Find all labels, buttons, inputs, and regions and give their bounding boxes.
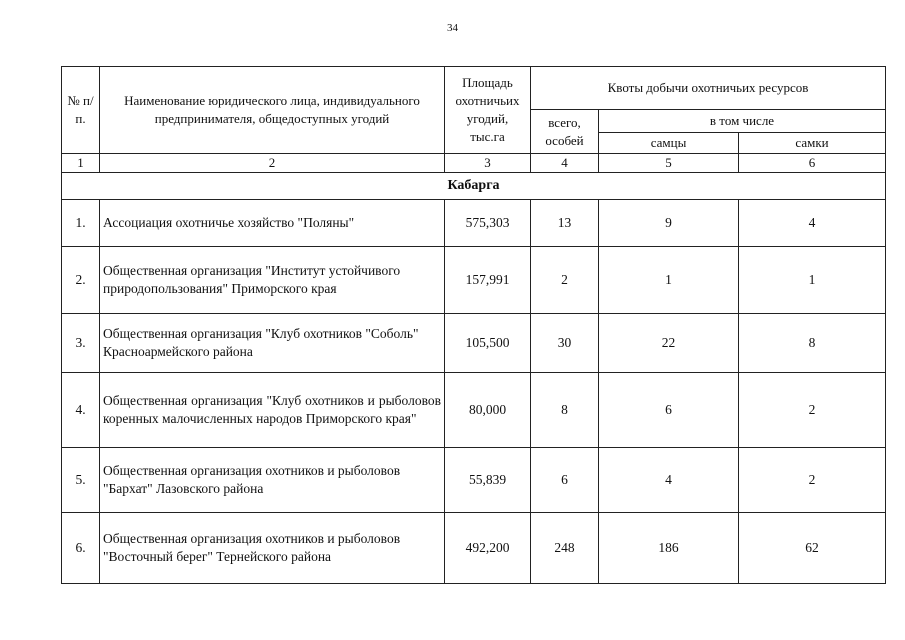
column-number: 1 xyxy=(62,154,100,173)
column-number: 5 xyxy=(599,154,739,173)
row-total: 248 xyxy=(531,513,599,584)
row-area: 492,200 xyxy=(445,513,531,584)
table-row xyxy=(62,200,886,247)
table-row xyxy=(62,314,886,373)
header-males: самцы xyxy=(599,133,739,154)
row-total: 6 xyxy=(531,448,599,513)
column-number: 6 xyxy=(739,154,886,173)
column-numbers-row xyxy=(62,154,886,173)
row-females: 62 xyxy=(739,513,886,584)
column-number: 2 xyxy=(100,154,445,173)
section-title: Кабарга xyxy=(62,173,886,200)
header-total: всего, особей xyxy=(531,110,599,154)
row-name: Общественная организация "Клуб охотников и рыболовов коренных малочисленных народов Приморского края" xyxy=(100,373,445,448)
row-name: Общественная организация "Клуб охотников "Соболь" Красноармейского района xyxy=(100,314,445,373)
row-num: 5. xyxy=(62,448,100,513)
row-area: 80,000 xyxy=(445,373,531,448)
row-females: 2 xyxy=(739,373,886,448)
section-row xyxy=(62,173,886,200)
row-area: 55,839 xyxy=(445,448,531,513)
quota-table xyxy=(61,66,886,584)
row-num: 1. xyxy=(62,200,100,247)
row-males: 1 xyxy=(599,247,739,314)
header-females: самки xyxy=(739,133,886,154)
row-total: 8 xyxy=(531,373,599,448)
column-number: 4 xyxy=(531,154,599,173)
row-name: Ассоциация охотничье хозяйство "Поляны" xyxy=(100,200,445,247)
table-row xyxy=(62,448,886,513)
header-area: Площадь охотничьих угодий, тыс.га xyxy=(445,67,531,154)
table-row xyxy=(62,373,886,448)
row-females: 2 xyxy=(739,448,886,513)
row-name: Общественная организация охотников и рыболовов "Бархат" Лазовского района xyxy=(100,448,445,513)
header-name: Наименование юридического лица, индивидуального предпринимателя, общедоступных угодий xyxy=(100,67,445,154)
header-num: № п/п. xyxy=(62,67,100,154)
row-name: Общественная организация охотников и рыболовов "Восточный берег" Тернейского района xyxy=(100,513,445,584)
row-area: 575,303 xyxy=(445,200,531,247)
row-males: 9 xyxy=(599,200,739,247)
row-females: 4 xyxy=(739,200,886,247)
header-quotas: Квоты добычи охотничьих ресурсов xyxy=(531,67,886,110)
table-row xyxy=(62,513,886,584)
row-males: 22 xyxy=(599,314,739,373)
header-row-1 xyxy=(62,67,886,110)
row-males: 186 xyxy=(599,513,739,584)
header-including: в том числе xyxy=(599,110,886,133)
row-males: 6 xyxy=(599,373,739,448)
row-num: 4. xyxy=(62,373,100,448)
page-number: 34 xyxy=(447,22,458,34)
row-total: 30 xyxy=(531,314,599,373)
row-females: 8 xyxy=(739,314,886,373)
row-total: 13 xyxy=(531,200,599,247)
table-row xyxy=(62,247,886,314)
row-total: 2 xyxy=(531,247,599,314)
row-num: 2. xyxy=(62,247,100,314)
row-females: 1 xyxy=(739,247,886,314)
row-num: 6. xyxy=(62,513,100,584)
column-number: 3 xyxy=(445,154,531,173)
row-name: Общественная организация "Институт устойчивого природопользования" Приморского края xyxy=(100,247,445,314)
row-males: 4 xyxy=(599,448,739,513)
row-area: 105,500 xyxy=(445,314,531,373)
row-num: 3. xyxy=(62,314,100,373)
row-area: 157,991 xyxy=(445,247,531,314)
